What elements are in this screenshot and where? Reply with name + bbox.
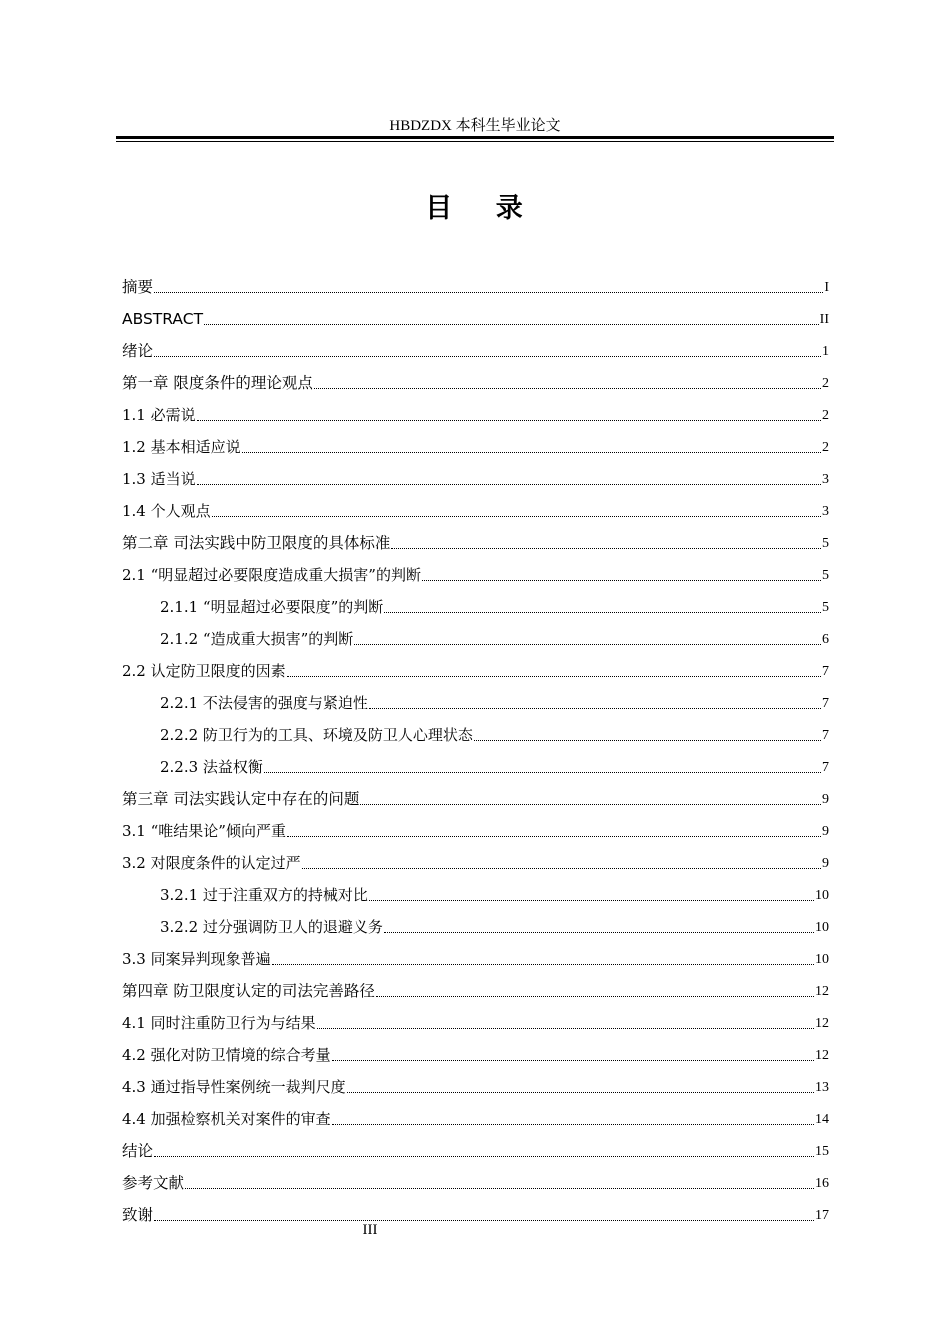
toc-leader-dots [154, 291, 823, 293]
toc-leader-dots [287, 675, 821, 677]
toc-entry-page: 16 [815, 1176, 829, 1191]
toc-entry-label: 2.2.1 不法侵害的强度与紧迫性 [160, 694, 368, 712]
toc-entry-page: 12 [815, 1016, 829, 1031]
toc-leader-dots [197, 419, 821, 421]
toc-leader-dots [360, 803, 821, 805]
toc-entry[interactable] [122, 1071, 829, 1103]
toc-leader-dots [422, 579, 821, 581]
toc-entry-page: 7 [822, 664, 829, 679]
toc-leader-dots [302, 867, 821, 869]
toc-entry[interactable] [122, 751, 829, 783]
toc-entry[interactable] [122, 847, 829, 879]
toc-entry-page: 12 [815, 984, 829, 999]
toc-entry[interactable] [122, 1199, 829, 1231]
toc-entry-page: 10 [815, 920, 829, 935]
toc-leader-dots [369, 899, 814, 901]
toc-entry[interactable] [122, 559, 829, 591]
toc-entry-label: 1.4 个人观点 [122, 502, 211, 520]
toc-entry-page: 7 [822, 760, 829, 775]
toc-leader-dots [354, 643, 821, 645]
toc-leader-dots [154, 1155, 814, 1157]
toc-leader-dots [212, 515, 821, 517]
toc-entry[interactable] [122, 463, 829, 495]
toc-entry-label: 1.1 必需说 [122, 406, 196, 424]
toc-entry-label: 参考文献 [122, 1174, 185, 1192]
running-header: HBDZDX 本科生毕业论文 [389, 118, 561, 134]
toc-entry-page: 6 [822, 632, 829, 647]
toc-leader-dots [272, 963, 814, 965]
toc-entry-label: 2.2.2 防卫行为的工具、环境及防卫人心理状态 [160, 726, 473, 744]
toc-entry[interactable] [122, 591, 829, 623]
toc-entry[interactable] [122, 1103, 829, 1135]
toc-entry-page: 9 [822, 824, 829, 839]
toc-entry-page: 2 [822, 440, 829, 455]
toc-leader-dots [332, 1059, 814, 1061]
header-rule-thin [116, 141, 834, 142]
toc-entry-page: 14 [815, 1112, 829, 1127]
toc-entry-label: 2.2 认定防卫限度的因素 [122, 662, 286, 680]
toc-entry[interactable] [122, 783, 829, 815]
toc-leader-dots [197, 483, 821, 485]
toc-entry[interactable] [122, 879, 829, 911]
toc-entry[interactable] [122, 271, 829, 303]
toc-leader-dots [287, 835, 821, 837]
toc-entry[interactable] [122, 1007, 829, 1039]
toc-entry-label: 绪论 [122, 342, 154, 360]
toc-leader-dots [474, 739, 821, 741]
toc-entry[interactable] [122, 623, 829, 655]
toc-entry[interactable] [122, 431, 829, 463]
toc-entry-page: 15 [815, 1144, 829, 1159]
toc-entry[interactable] [122, 1167, 829, 1199]
toc-entry-page: 1 [822, 344, 829, 359]
toc-leader-dots [391, 547, 821, 549]
toc-entry[interactable] [122, 655, 829, 687]
toc-entry-page: 5 [822, 536, 829, 551]
toc-entry-page: 2 [822, 408, 829, 423]
toc-entry-label: 4.1 同时注重防卫行为与结果 [122, 1014, 316, 1032]
toc-entry-page: 7 [822, 696, 829, 711]
toc-entry-page: I [824, 280, 829, 295]
toc-entry-label: ABSTRACT [122, 310, 204, 328]
toc-entry-label: 4.2 强化对防卫情境的综合考量 [122, 1046, 331, 1064]
toc-entry-page: 9 [822, 856, 829, 871]
toc-leader-dots [204, 323, 819, 325]
toc-leader-dots [332, 1123, 814, 1125]
toc-entry-page: 5 [822, 600, 829, 615]
toc-leader-dots [317, 1027, 814, 1029]
toc-entry-page: 5 [822, 568, 829, 583]
toc-entry-label: 结论 [122, 1142, 154, 1160]
toc-entry[interactable] [122, 911, 829, 943]
toc-entry-label: 致谢 [122, 1206, 154, 1224]
toc-entry[interactable] [122, 815, 829, 847]
toc-entry-page: 12 [815, 1048, 829, 1063]
toc-entry[interactable] [122, 367, 829, 399]
page-number: III [362, 1222, 378, 1238]
toc-entry-page: 7 [822, 728, 829, 743]
toc-entry-label: 摘要 [122, 278, 154, 296]
toc-entry-page: 2 [822, 376, 829, 391]
toc-entry-page: 17 [815, 1208, 829, 1223]
toc-entry-page: 9 [822, 792, 829, 807]
toc-entry-label: 2.1.1 “明显超过必要限度”的判断 [160, 598, 384, 616]
toc-entry[interactable] [122, 399, 829, 431]
toc-entry-label: 2.1.2 “造成重大损害”的判断 [160, 630, 354, 648]
toc-entry-label: 3.3 同案异判现象普遍 [122, 950, 271, 968]
toc-leader-dots [376, 995, 814, 997]
toc-leader-dots [314, 387, 821, 389]
toc-entry-label: 2.2.3 法益权衡 [160, 758, 263, 776]
table-of-contents [122, 271, 829, 1231]
toc-entry-page: 13 [815, 1080, 829, 1095]
toc-leader-dots [369, 707, 821, 709]
toc-entry-label: 第一章 限度条件的理论观点 [122, 374, 313, 392]
toc-entry-page: 3 [822, 472, 829, 487]
toc-entry-page: 3 [822, 504, 829, 519]
toc-entry-label: 4.3 通过指导性案例统一裁判尺度 [122, 1078, 346, 1096]
toc-entry-label: 3.1 “唯结果论”倾向严重 [122, 822, 286, 840]
toc-entry[interactable] [122, 303, 829, 335]
toc-title: 目 录 [425, 193, 525, 224]
toc-entry-label: 第二章 司法实践中防卫限度的具体标准 [122, 534, 391, 552]
toc-entry[interactable] [122, 687, 829, 719]
toc-leader-dots [154, 355, 821, 357]
toc-entry-label: 1.3 适当说 [122, 470, 196, 488]
toc-leader-dots [384, 931, 814, 933]
toc-entry-page: 10 [815, 888, 829, 903]
toc-entry-label: 3.2.1 过于注重双方的持械对比 [160, 886, 368, 904]
toc-leader-dots [242, 451, 821, 453]
toc-entry[interactable] [122, 943, 829, 975]
toc-entry-label: 3.2.2 过分强调防卫人的退避义务 [160, 918, 383, 936]
toc-entry[interactable] [122, 1039, 829, 1071]
toc-entry[interactable] [122, 527, 829, 559]
toc-entry-label: 1.2 基本相适应说 [122, 438, 241, 456]
toc-entry-label: 2.1 “明显超过必要限度造成重大损害”的判断 [122, 566, 421, 584]
toc-entry[interactable] [122, 975, 829, 1007]
toc-leader-dots [264, 771, 821, 773]
toc-entry-label: 3.2 对限度条件的认定过严 [122, 854, 301, 872]
toc-leader-dots [347, 1091, 814, 1093]
toc-entry[interactable] [122, 719, 829, 751]
header-rule-thick [116, 136, 834, 139]
toc-entry-page: 10 [815, 952, 829, 967]
toc-entry[interactable] [122, 335, 829, 367]
toc-leader-dots [154, 1219, 814, 1221]
toc-leader-dots [384, 611, 821, 613]
toc-entry[interactable] [122, 495, 829, 527]
toc-entry-label: 第四章 防卫限度认定的司法完善路径 [122, 982, 375, 1000]
toc-entry-label: 4.4 加强检察机关对案件的审查 [122, 1110, 331, 1128]
toc-entry-page: II [819, 312, 829, 327]
toc-leader-dots [185, 1187, 814, 1189]
toc-entry[interactable] [122, 1135, 829, 1167]
toc-entry-label: 第三章 司法实践认定中存在的问题 [122, 790, 360, 808]
